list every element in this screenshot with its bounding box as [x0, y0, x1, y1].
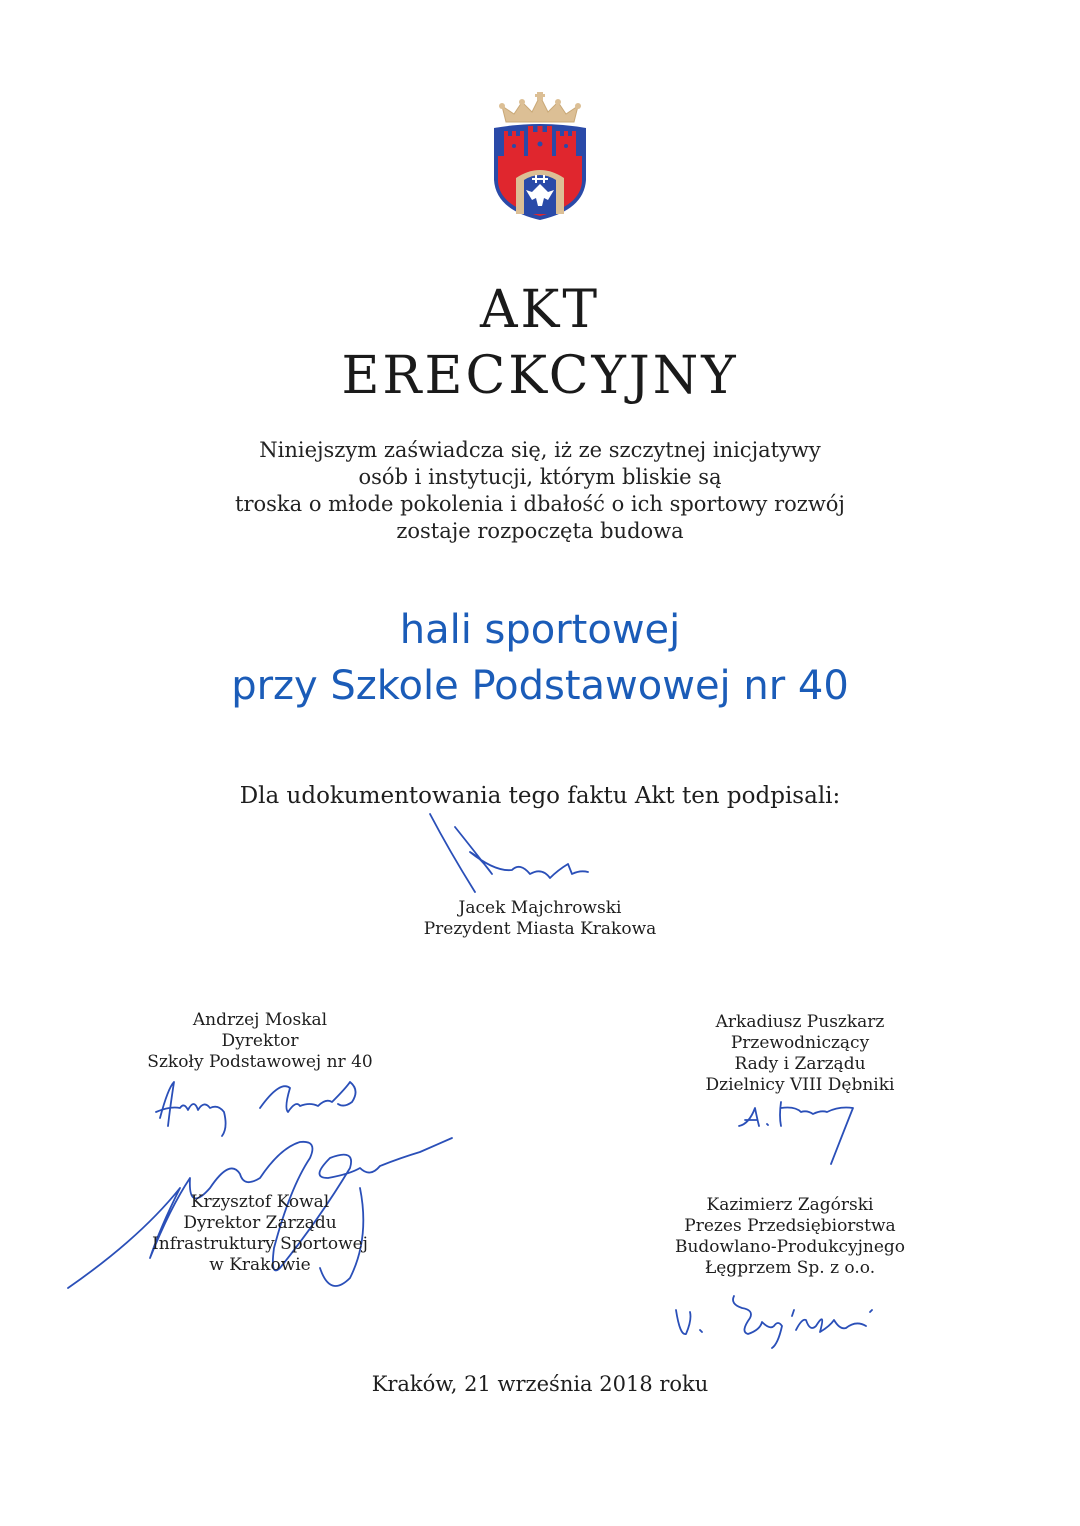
signatory-role: Łęgprzem Sp. z o.o. [704, 1258, 876, 1278]
signatory-name: Kazimierz Zagórski [706, 1195, 874, 1215]
signatory-zagorski [620, 1195, 960, 1279]
crown-icon [499, 92, 581, 122]
krakow-coat-of-arms-icon [488, 92, 592, 222]
intro-line: osób i instytucji, którym bliskie są [358, 465, 722, 489]
signatory-moskal [90, 1010, 430, 1073]
intro-line: troska o młode pokolenia i dbałość o ich sportowy rozwój [235, 492, 845, 516]
signature-puszkarz [735, 1098, 875, 1168]
intro-line: zostaje rozpoczęta budowa [396, 519, 684, 543]
date-place-line: Kraków, 21 września 2018 roku [371, 1372, 709, 1396]
signatory-role: Przewodniczący [730, 1033, 870, 1053]
signatory-role: Dzielnicy VIII Dębniki [705, 1075, 895, 1095]
signatory-name: Krzysztof Kowal [190, 1192, 330, 1212]
intro-line: Niniejszym zaświadcza się, iż ze szczytnej inicjatywy [259, 438, 821, 462]
signatory-puszkarz [640, 1012, 960, 1096]
signatory-name: Jacek Majchrowski [458, 898, 622, 918]
signatory-role: Dyrektor [221, 1031, 299, 1051]
signatory-role: Prezydent Miasta Krakowa [423, 919, 657, 939]
signatory-role: Szkoły Podstawowej nr 40 [147, 1052, 373, 1072]
signature-zagorski [670, 1290, 910, 1350]
signatory-role: Infrastruktury Sportowej [152, 1234, 368, 1254]
document-title-line-1: AKT [479, 280, 601, 340]
signatory-role: Dyrektor Zarządu [183, 1213, 337, 1233]
subject-line: hali sportowej [399, 607, 681, 653]
signatory-role: Prezes Przedsiębiorstwa [684, 1216, 896, 1236]
signature-mayor [420, 812, 680, 912]
documentation-statement: Dla udokumentowania tego faktu Akt ten podpisali: [239, 783, 841, 809]
signatory-role: Rady i Zarządu [734, 1054, 866, 1074]
subject-line: przy Szkole Podstawowej nr 40 [231, 663, 849, 709]
signatory-name: Arkadiusz Puszkarz [715, 1012, 885, 1032]
signatory-kowal [90, 1192, 430, 1276]
intro-paragraph [0, 437, 1080, 545]
signatory-name: Andrzej Moskal [192, 1010, 328, 1030]
document-title-line-2: ERECKCYJNY [341, 346, 739, 406]
signatory-mayor [340, 898, 740, 940]
subject-heading [0, 602, 1080, 714]
signatory-role: w Krakowie [209, 1255, 311, 1275]
signatory-role: Budowlano-Produkcyjnego [674, 1237, 906, 1257]
